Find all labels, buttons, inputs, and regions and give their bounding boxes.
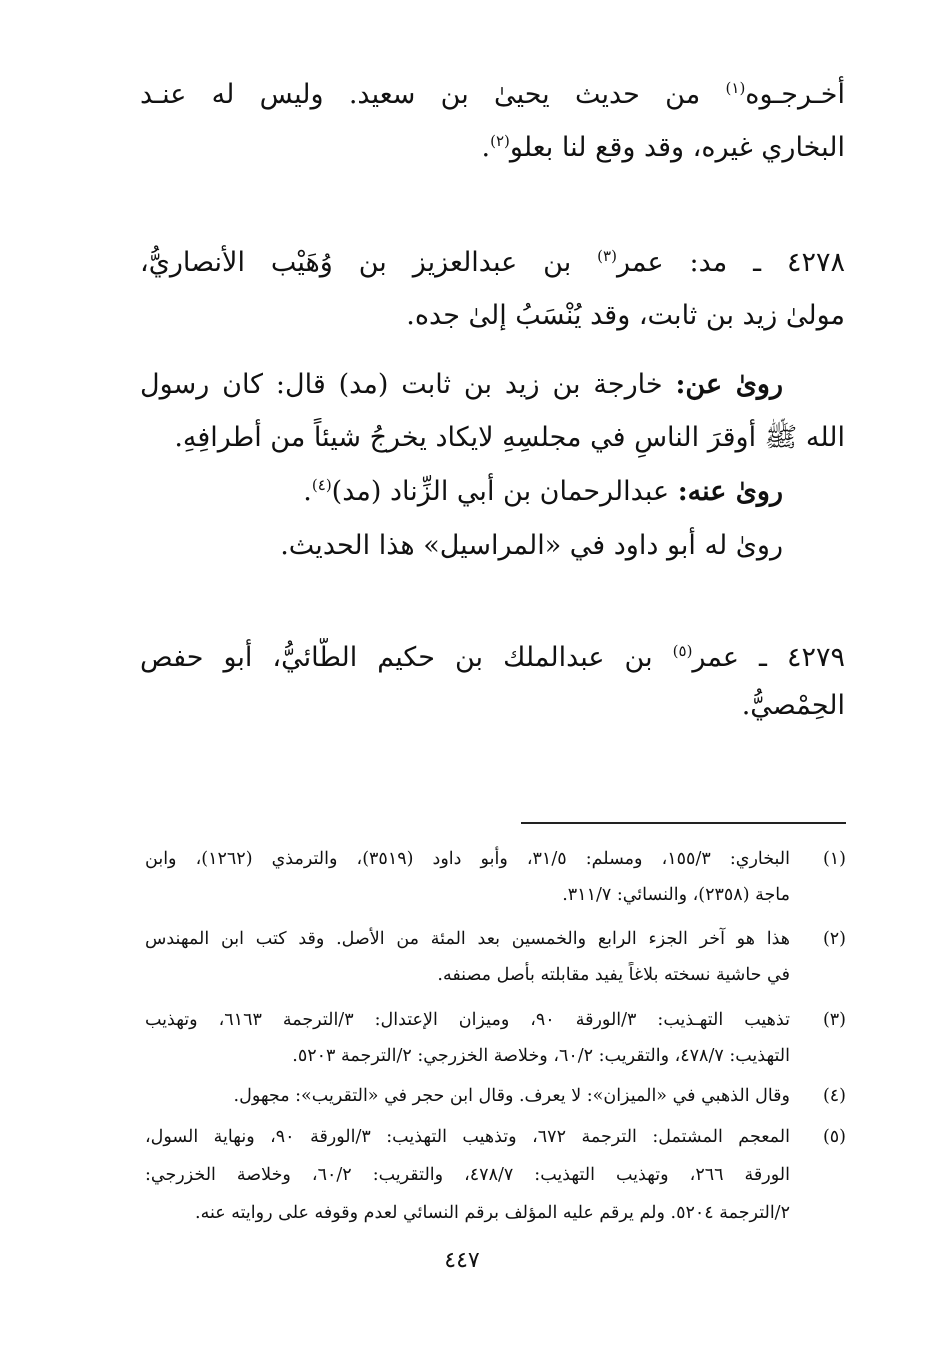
text-run: مولىٰ زيد بن ثابت، وقد يُنْسَبُ إلىٰ جده. (406, 300, 845, 331)
footnote-line: في حاشية نسخته بلاغاً يفيد مقابلته بأصل مصنفه. (437, 965, 790, 985)
text-run: الحِمْصيُّ. (741, 690, 845, 721)
text-run: ٤٢٧٩ ـ عمر (692, 642, 845, 673)
hadith-line (140, 418, 845, 458)
paragraph-line (140, 75, 845, 115)
narrated-from-line (140, 365, 845, 405)
footnote-line: وقال الذهبي في «الميزان»: لا يعرف. وقال ابن حجر في «التقريب»: مجهول. (233, 1086, 790, 1106)
footnote-line: الورقة ٢٦٦، وتهذيب التهذيب: ٤٧٨/٧، والتقريب: ٦٠/٢، وخلاصة الخزرجي: (145, 1165, 790, 1185)
footnote-ref[interactable]: (٢) (490, 132, 510, 150)
footnote-line: ماجة (٢٣٥٨)، والنسائي: ٣١١/٧. (562, 885, 790, 905)
transmitted-line (140, 526, 783, 566)
text-run: . (303, 476, 312, 507)
text-run: الله ﷺ أوقرَ الناسِ في مجلسِهِ لايكاد يخرجُ شيئاً من أطرافِهِ. (174, 422, 845, 453)
entry-line (140, 686, 845, 726)
text-run: خارجة بن زيد بن ثابت (مد) قال: كان رسول (140, 369, 676, 400)
footnote-number: (٥) (822, 1127, 846, 1147)
footnote-line: التهذيب: ٤٧٨/٧، والتقريب: ٦٠/٢، وخلاصة الخزرجي: ٢/الترجمة ٥٢٠٣. (292, 1046, 790, 1066)
text-run: عبدالرحمان بن أبي الزِّناد (مد) (331, 476, 678, 507)
footnote-number: (٢) (822, 929, 846, 949)
footnote-ref[interactable]: (١) (725, 79, 746, 97)
entry-heading (140, 243, 845, 283)
text-run: . (481, 132, 491, 163)
footnote-line: البخاري: ١٥٥/٣، ومسلم: ٣١/٥، وأبو داود (٣٥١٩)، والترمذي (١٢٦٢)، وابن (145, 849, 790, 869)
text-run: أخـرجـوه (745, 79, 845, 110)
footnote-number: (٣) (822, 1010, 846, 1030)
footnote-separator (521, 822, 846, 824)
page-number: ٤٤٧ (444, 1248, 480, 1273)
entry-heading (140, 638, 845, 678)
footnote-ref[interactable]: (٤) (311, 476, 332, 494)
entry-line (140, 296, 845, 336)
footnote-number: (١) (822, 849, 846, 869)
paragraph-line (140, 128, 845, 168)
text-run: من حديث يحيىٰ بن سعيد. وليس له عنـد (140, 79, 726, 110)
narrated-by-line (140, 472, 783, 512)
text-run: ٤٢٧٨ ـ مد: عمر (616, 247, 845, 278)
footnote-ref[interactable]: (٥) (672, 642, 693, 660)
text-run: بن عبدالعزيز بن وُهَيْب الأنصاريُّ، (140, 247, 598, 278)
footnote-number: (٤) (822, 1086, 846, 1106)
footnote-line: تذهيب التهـذيب: ٣/الورقة ٩٠، وميزان الإعتدال: ٣/الترجمة ٦١٦٣، وتهذيب (145, 1010, 790, 1030)
footnote-ref[interactable]: (٣) (597, 247, 617, 265)
narrated-by-label: روىٰ عنه: (677, 476, 783, 507)
text-run: بن عبدالملك بن حكيم الطَّائيُّ، أبو حفص (140, 642, 673, 673)
footnote-line: ٢/الترجمة ٥٢٠٤. ولم يرقم عليه المؤلف برقم النسائي لعدم وقوفه على روايته عنه. (195, 1203, 790, 1223)
footnote-line: المعجم المشتمل: الترجمة ٦٧٢، وتذهيب التهذيب: ٣/الورقة ٩٠، ونهاية السول، (145, 1127, 790, 1147)
footnote-line: هذا هو آخر الجزء الرابع والخمسين بعد المئة من الأصل. وقد كتب ابن المهندس (145, 929, 790, 949)
text-run: روىٰ له أبو داود في «المراسيل» هذا الحديث. (280, 530, 783, 561)
narrated-from-label: روىٰ عن: (675, 369, 783, 400)
text-run: البخاري غيره، وقد وقع لنا بعلو (509, 132, 845, 163)
